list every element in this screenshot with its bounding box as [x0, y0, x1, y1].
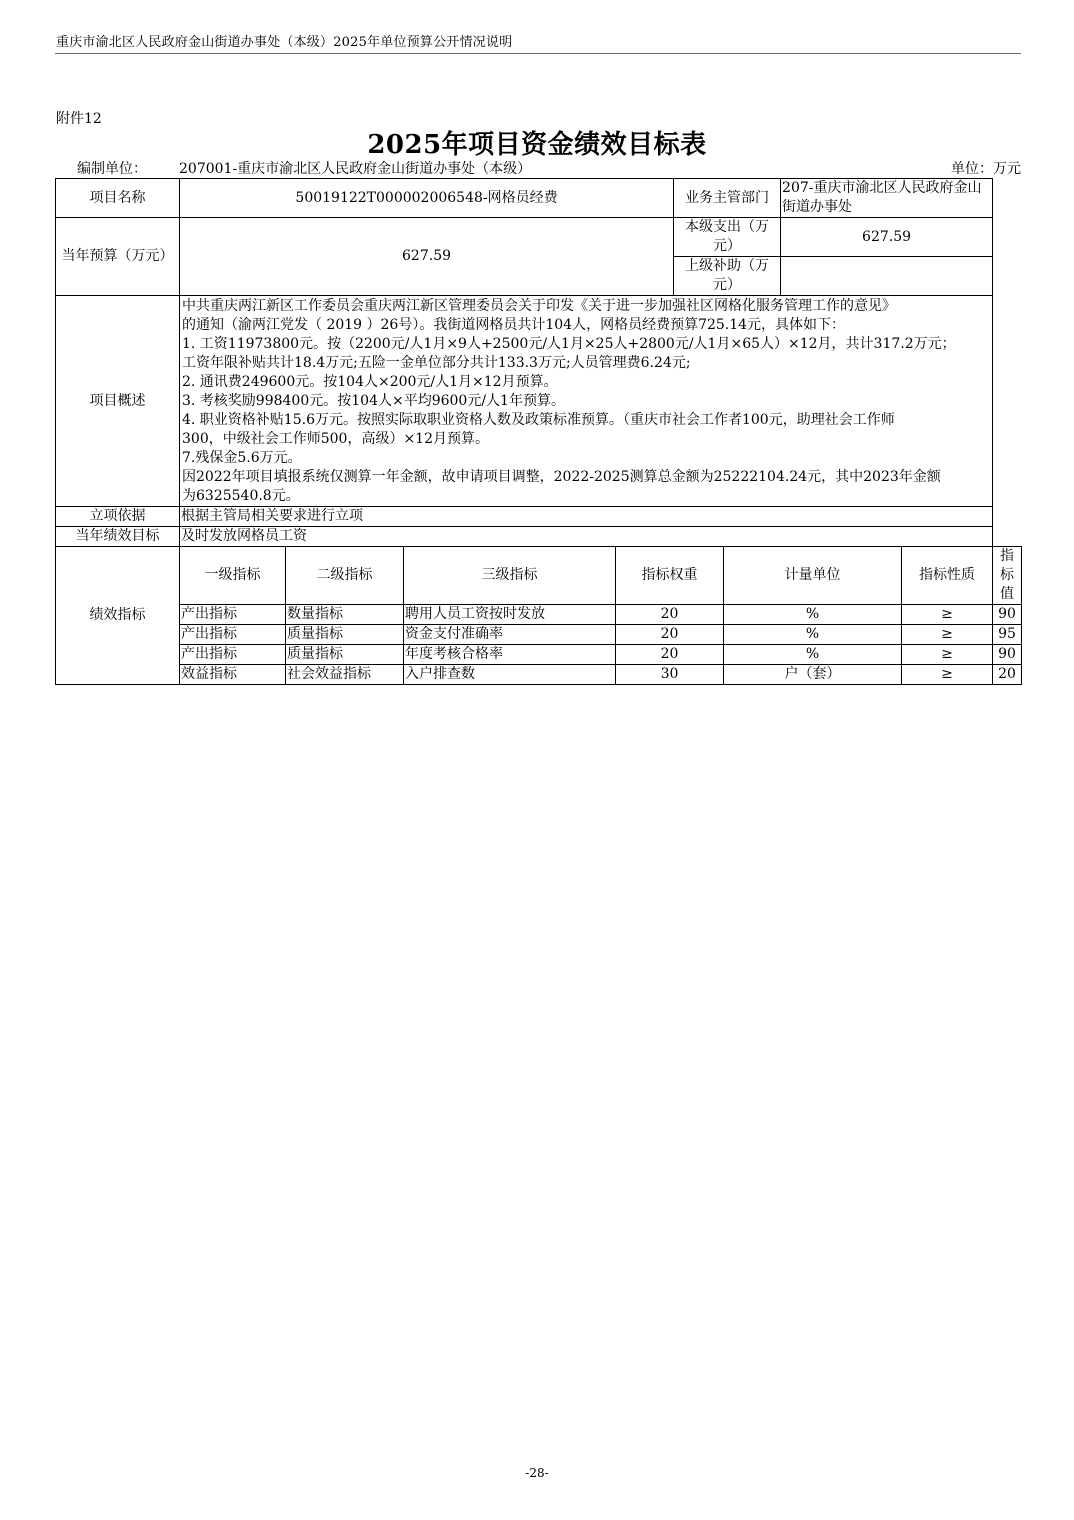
budget-label: 当年预算（万元）: [56, 218, 180, 296]
document-title: 2025年项目资金绩效目标表: [367, 130, 707, 160]
goal-label: 当年绩效目标: [56, 527, 180, 547]
table-cell: 效益指标: [180, 665, 286, 685]
meta-row: [55, 158, 1021, 178]
own-expense-value: 627.59: [781, 218, 993, 257]
basis-value: 根据主管局相关要求进行立项: [180, 507, 993, 527]
goal-value: 及时发放网格员工资: [180, 527, 993, 547]
perf-header-cell: 二级指标: [286, 547, 404, 605]
table-cell: 20: [616, 605, 724, 625]
perf-label: 绩效指标: [56, 547, 180, 685]
overview-line: 3. 考核奖励998400元。按104人×平均9600元/人1年预算。: [182, 392, 565, 409]
own-expense-label: 本级支出（万元）: [674, 218, 781, 257]
table-cell: ≥: [902, 645, 993, 665]
org-value: 207001-重庆市渝北区人民政府金山街道办事处（本级）: [179, 161, 532, 177]
perf-header-cell: 一级指标: [180, 547, 286, 605]
project-name-value: 50019122T000002006548-网格员经费: [180, 179, 674, 218]
overview-line: 为6325540.8元。: [182, 487, 300, 504]
goal-row: [56, 527, 1022, 547]
table-cell: 质量指标: [286, 625, 404, 645]
table-cell: 20: [616, 645, 724, 665]
unit-label: 单位：万元: [951, 161, 1021, 177]
dept-value: 207-重庆市渝北区人民政府金山街道办事处: [781, 179, 993, 218]
table-cell: %: [724, 605, 902, 625]
overview-label: 项目概述: [56, 296, 180, 507]
table-cell: 聘用人员工资按时发放: [404, 605, 616, 625]
table-cell: 数量指标: [286, 605, 404, 625]
project-name-label: 项目名称: [56, 179, 180, 218]
basis-label: 立项依据: [56, 507, 180, 527]
project-name-row: [56, 179, 1022, 218]
overview-text: [180, 296, 993, 507]
attachment-label: 附件12: [56, 111, 102, 127]
dept-label: 业务主管部门: [674, 179, 781, 218]
basis-row: [56, 507, 1022, 527]
table-row: [56, 625, 1022, 645]
overview-line: 300，中级社会工作师500，高级）×12月预算。: [182, 430, 489, 447]
table-cell: %: [724, 645, 902, 665]
table-cell: 质量指标: [286, 645, 404, 665]
budget-row: [56, 218, 1022, 257]
running-header: 重庆市渝北区人民政府金山街道办事处（本级）2025年单位预算公开情况说明: [56, 35, 513, 50]
overview-line: 7.残保金5.6万元。: [182, 449, 302, 466]
table-cell: 20: [993, 665, 1022, 685]
table-cell: 社会效益指标: [286, 665, 404, 685]
table-cell: 户（套）: [724, 665, 902, 685]
page-number: -28-: [525, 1466, 549, 1480]
perf-header-cell: 指标权重: [616, 547, 724, 605]
overview-line: 4. 职业资格补贴15.6万元。按照实际取职业资格人数及政策标准预算。（重庆市社会工作者100元，助理社会工作师: [182, 411, 895, 428]
table-cell: 90: [993, 605, 1022, 625]
subsidy-label: 上级补助（万元）: [674, 257, 781, 296]
table-row: [56, 605, 1022, 625]
table-cell: ≥: [902, 605, 993, 625]
subsidy-value: [781, 257, 993, 296]
overview-line: 2. 通讯费249600元。按104人×200元/人1月×12月预算。: [182, 373, 558, 390]
table-cell: 30: [616, 665, 724, 685]
perf-header-cell: 指标性质: [902, 547, 993, 605]
table-cell: 产出指标: [180, 605, 286, 625]
org-label: 编制单位：: [77, 161, 147, 177]
overview-line: 中共重庆两江新区工作委员会重庆两江新区管理委员会关于印发《关于进一步加强社区网格化服务管理工作的意见》: [182, 297, 896, 314]
table-cell: 资金支付准确率: [404, 625, 616, 645]
overview-line: 因2022年项目填报系统仅测算一年金额，故申请项目调整，2022-2025测算总金额为25222104.24元，其中2023年金额: [182, 468, 941, 485]
table-cell: ≥: [902, 665, 993, 685]
table-cell: 产出指标: [180, 645, 286, 665]
table-cell: 产出指标: [180, 625, 286, 645]
overview-line: 1. 工资11973800元。按（2200元/人1月×9人+2500元/人1月×25人+2800元/人1月×65人）×12月，共计317.2万元；: [182, 335, 956, 352]
overview-line: 工资年限补贴共计18.4万元;五险一金单位部分共计133.3万元;人员管理费6.24元;: [182, 354, 691, 371]
perf-header-cell: 指标值: [993, 547, 1022, 605]
overview-line: 的通知（渝两江党发（ 2019 ）26号）。我街道网格员共计104人，网格员经费预算725.14元，具体如下：: [182, 316, 846, 333]
table-cell: 90: [993, 645, 1022, 665]
perf-header-cell: 三级指标: [404, 547, 616, 605]
table-cell: 20: [616, 625, 724, 645]
table-row: [56, 665, 1022, 685]
overview-row: [56, 296, 1022, 507]
table-cell: 年度考核合格率: [404, 645, 616, 665]
performance-table: [55, 178, 1022, 685]
table-cell: %: [724, 625, 902, 645]
table-cell: 入户排查数: [404, 665, 616, 685]
table-cell: 95: [993, 625, 1022, 645]
perf-header-row: [56, 547, 1022, 605]
perf-header-cell: 计量单位: [724, 547, 902, 605]
table-cell: ≥: [902, 625, 993, 645]
budget-value: 627.59: [180, 218, 674, 296]
header-divider: [55, 53, 1021, 54]
table-row: [56, 645, 1022, 665]
